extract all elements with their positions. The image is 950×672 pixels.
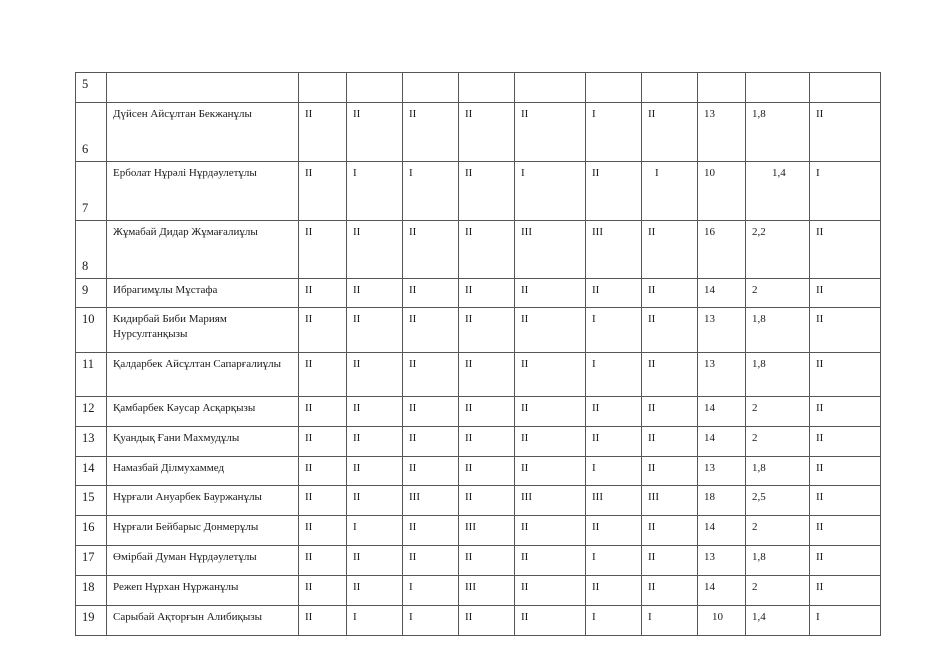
score-cell: II <box>586 576 642 606</box>
row-number: 11 <box>76 353 107 397</box>
student-name: Сарыбай Ақторғын Алибиқызы <box>107 606 299 636</box>
row-number: 14 <box>76 457 107 486</box>
score-cell: I <box>347 516 403 546</box>
score-cell: 2 <box>746 576 810 606</box>
score-cell: II <box>810 486 881 516</box>
score-cell: 2,5 <box>746 486 810 516</box>
score-cell: II <box>403 353 459 397</box>
row-number: 18 <box>76 576 107 606</box>
table-row <box>76 457 881 486</box>
score-cell: II <box>347 457 403 486</box>
table-row <box>76 73 881 103</box>
score-cell: II <box>810 427 881 457</box>
score-cell: I <box>586 606 642 636</box>
row-number: 8 <box>76 221 107 279</box>
table-row <box>76 353 881 397</box>
score-cell: II <box>459 486 515 516</box>
score-cell: II <box>642 103 698 162</box>
score-cell: II <box>459 308 515 353</box>
table-row <box>76 516 881 546</box>
score-cell <box>746 73 810 103</box>
score-cell: II <box>642 457 698 486</box>
score-cell: II <box>403 397 459 427</box>
score-cell: II <box>810 397 881 427</box>
score-cell: II <box>642 427 698 457</box>
student-name: Қуандық Ғани Махмудұлы <box>107 427 299 457</box>
student-name: Өмірбай Думан Нұрдәулетұлы <box>107 546 299 576</box>
score-cell: I <box>810 162 881 221</box>
score-cell: II <box>459 427 515 457</box>
table-row <box>76 103 881 162</box>
score-cell: II <box>403 221 459 279</box>
score-cell: II <box>299 606 347 636</box>
score-cell: III <box>515 486 586 516</box>
score-cell <box>459 73 515 103</box>
score-cell: II <box>299 221 347 279</box>
score-cell: 13 <box>698 546 746 576</box>
score-cell: 14 <box>698 279 746 308</box>
score-cell: I <box>347 162 403 221</box>
score-cell: I <box>586 546 642 576</box>
score-cell: II <box>515 427 586 457</box>
score-cell: III <box>459 516 515 546</box>
score-cell: II <box>347 546 403 576</box>
score-cell: 13 <box>698 308 746 353</box>
score-cell: II <box>586 162 642 221</box>
score-cell: II <box>810 546 881 576</box>
score-cell: II <box>810 103 881 162</box>
score-cell <box>515 73 586 103</box>
score-cell: III <box>515 221 586 279</box>
score-cell: I <box>403 576 459 606</box>
table-row <box>76 162 881 221</box>
score-cell: II <box>810 457 881 486</box>
score-cell: 1,8 <box>746 353 810 397</box>
score-cell: III <box>586 486 642 516</box>
score-cell: I <box>642 162 698 221</box>
score-cell: II <box>299 308 347 353</box>
score-cell: II <box>347 397 403 427</box>
table-row <box>76 546 881 576</box>
score-cell: I <box>586 103 642 162</box>
score-cell: 10 <box>698 162 746 221</box>
student-name: Ерболат Нұрәлі Нұрдәулетұлы <box>107 162 299 221</box>
score-cell: II <box>642 397 698 427</box>
score-cell <box>810 73 881 103</box>
row-number: 10 <box>76 308 107 353</box>
score-cell: II <box>347 221 403 279</box>
score-cell: II <box>515 103 586 162</box>
score-cell: II <box>642 221 698 279</box>
score-cell: II <box>403 308 459 353</box>
score-cell: II <box>515 576 586 606</box>
student-name: Нұрғали Бейбарыс Донмерұлы <box>107 516 299 546</box>
score-cell: 1,4 <box>746 162 810 221</box>
score-cell: II <box>459 162 515 221</box>
score-cell: II <box>403 457 459 486</box>
row-number: 6 <box>76 103 107 162</box>
score-cell: 13 <box>698 353 746 397</box>
score-cell: I <box>515 162 586 221</box>
score-cell: 13 <box>698 103 746 162</box>
score-cell: II <box>299 279 347 308</box>
score-cell: II <box>810 279 881 308</box>
student-name <box>107 73 299 103</box>
score-cell: II <box>299 576 347 606</box>
student-name: Қалдарбек Айсұлтан Сапарғалиұлы <box>107 353 299 397</box>
score-cell: II <box>299 516 347 546</box>
score-cell <box>586 73 642 103</box>
score-cell: II <box>810 516 881 546</box>
score-cell: I <box>403 162 459 221</box>
table-row <box>76 427 881 457</box>
score-cell: II <box>403 427 459 457</box>
score-cell: II <box>299 397 347 427</box>
score-cell: 2 <box>746 427 810 457</box>
row-number: 9 <box>76 279 107 308</box>
row-number: 19 <box>76 606 107 636</box>
score-cell <box>403 73 459 103</box>
score-cell: II <box>347 427 403 457</box>
table-row <box>76 486 881 516</box>
score-cell: II <box>515 606 586 636</box>
score-cell: 1,8 <box>746 546 810 576</box>
score-cell: II <box>299 486 347 516</box>
score-cell: 13 <box>698 457 746 486</box>
score-cell: 1,8 <box>746 457 810 486</box>
score-cell: 16 <box>698 221 746 279</box>
score-cell: 1,4 <box>746 606 810 636</box>
score-cell <box>698 73 746 103</box>
score-cell: II <box>459 221 515 279</box>
score-cell: I <box>586 457 642 486</box>
student-name: Намазбай Ділмухаммед <box>107 457 299 486</box>
score-cell: II <box>515 353 586 397</box>
score-cell: II <box>642 516 698 546</box>
score-cell: II <box>515 308 586 353</box>
score-cell: II <box>642 546 698 576</box>
score-cell: II <box>347 103 403 162</box>
score-cell: II <box>299 427 347 457</box>
score-cell: II <box>459 606 515 636</box>
score-cell: II <box>299 162 347 221</box>
score-cell: III <box>403 486 459 516</box>
student-name: Жұмабай Дидар Жұмағалиұлы <box>107 221 299 279</box>
score-cell: II <box>515 546 586 576</box>
score-cell: III <box>642 486 698 516</box>
score-cell: 2 <box>746 516 810 546</box>
score-cell: II <box>515 279 586 308</box>
score-cell: 10 <box>698 606 746 636</box>
score-cell: II <box>299 457 347 486</box>
score-cell: II <box>403 546 459 576</box>
score-cell: 14 <box>698 427 746 457</box>
score-cell: 1,8 <box>746 308 810 353</box>
score-cell: II <box>403 279 459 308</box>
score-cell: II <box>810 308 881 353</box>
student-name: Режеп Нұрхан Нұржанұлы <box>107 576 299 606</box>
score-cell: II <box>403 516 459 546</box>
row-number: 5 <box>76 73 107 103</box>
score-cell: III <box>586 221 642 279</box>
score-cell: II <box>299 353 347 397</box>
score-cell: II <box>347 576 403 606</box>
score-cell <box>347 73 403 103</box>
table-body <box>76 73 881 636</box>
score-cell: II <box>586 516 642 546</box>
score-cell: II <box>810 221 881 279</box>
score-cell: II <box>347 308 403 353</box>
score-cell: II <box>299 103 347 162</box>
row-number: 15 <box>76 486 107 516</box>
score-cell: II <box>586 397 642 427</box>
score-cell: 2,2 <box>746 221 810 279</box>
score-cell: I <box>810 606 881 636</box>
score-cell: 14 <box>698 397 746 427</box>
score-cell: II <box>642 308 698 353</box>
row-number: 16 <box>76 516 107 546</box>
score-cell: II <box>515 457 586 486</box>
row-number: 12 <box>76 397 107 427</box>
row-number: 17 <box>76 546 107 576</box>
student-name: Қамбарбек Кәусар Асқарқызы <box>107 397 299 427</box>
score-cell: II <box>347 486 403 516</box>
score-cell: II <box>642 576 698 606</box>
assessment-table <box>75 72 881 636</box>
score-cell: II <box>403 103 459 162</box>
score-cell: I <box>586 353 642 397</box>
score-cell <box>299 73 347 103</box>
score-cell: 14 <box>698 576 746 606</box>
score-cell: 2 <box>746 397 810 427</box>
student-name: Кидирбай Биби Мариям Нурсултанқызы <box>107 308 299 353</box>
score-cell: II <box>459 103 515 162</box>
score-cell: 2 <box>746 279 810 308</box>
student-name: Ибрагимұлы Мұстафа <box>107 279 299 308</box>
table-row <box>76 221 881 279</box>
score-cell: II <box>586 427 642 457</box>
score-cell: II <box>642 279 698 308</box>
score-cell: II <box>347 279 403 308</box>
table-row <box>76 308 881 353</box>
student-name: Дүйсен Айсұлтан Бекжанұлы <box>107 103 299 162</box>
row-number: 13 <box>76 427 107 457</box>
score-cell: II <box>459 397 515 427</box>
score-cell <box>642 73 698 103</box>
score-cell: II <box>347 353 403 397</box>
score-cell: I <box>403 606 459 636</box>
score-cell: II <box>299 546 347 576</box>
score-cell: III <box>459 576 515 606</box>
score-cell: II <box>810 576 881 606</box>
score-cell: II <box>459 546 515 576</box>
student-name: Нұрғали Ануарбек Бауржанұлы <box>107 486 299 516</box>
score-cell: II <box>459 353 515 397</box>
score-cell: II <box>586 279 642 308</box>
score-cell: II <box>515 516 586 546</box>
score-cell: II <box>459 457 515 486</box>
row-number: 7 <box>76 162 107 221</box>
score-cell: 14 <box>698 516 746 546</box>
score-cell: 18 <box>698 486 746 516</box>
score-cell: I <box>642 606 698 636</box>
score-cell: II <box>642 353 698 397</box>
score-cell: I <box>586 308 642 353</box>
score-cell: II <box>810 353 881 397</box>
table-row <box>76 576 881 606</box>
table-row <box>76 279 881 308</box>
score-cell: 1,8 <box>746 103 810 162</box>
score-cell: I <box>347 606 403 636</box>
table-row <box>76 397 881 427</box>
score-cell: II <box>459 279 515 308</box>
score-cell: II <box>515 397 586 427</box>
table-row <box>76 606 881 636</box>
